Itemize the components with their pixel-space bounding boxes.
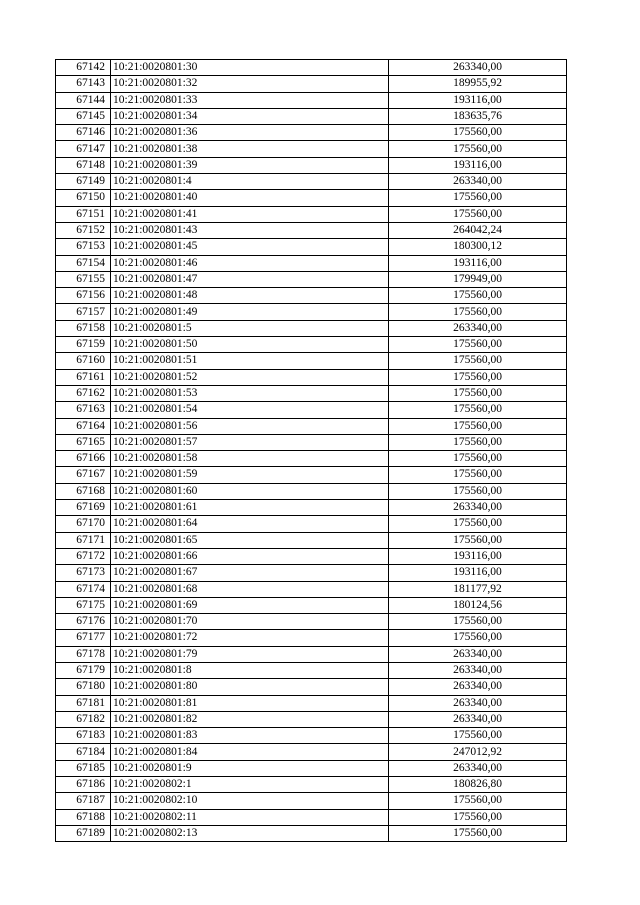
cadastral-value-cell: 247012,92 <box>389 744 567 760</box>
cadastral-number-cell: 10:21:0020801:51 <box>111 353 389 369</box>
cadastral-number-cell: 10:21:0020801:54 <box>111 402 389 418</box>
table-row <box>56 190 567 206</box>
table-row <box>56 385 567 401</box>
row-number-cell: 67163 <box>56 402 111 418</box>
cadastral-number-cell: 10:21:0020801:67 <box>111 565 389 581</box>
cadastral-value-cell: 175560,00 <box>389 369 567 385</box>
cadastral-value-cell: 175560,00 <box>389 516 567 532</box>
table-row <box>56 679 567 695</box>
row-number-cell: 67162 <box>56 385 111 401</box>
table-row <box>56 418 567 434</box>
row-number-cell: 67169 <box>56 500 111 516</box>
cadastral-number-cell: 10:21:0020802:1 <box>111 777 389 793</box>
row-number-cell: 67181 <box>56 695 111 711</box>
cadastral-number-cell: 10:21:0020802:11 <box>111 809 389 825</box>
row-number-cell: 67150 <box>56 190 111 206</box>
cadastral-value-cell: 175560,00 <box>389 614 567 630</box>
row-number-cell: 67155 <box>56 271 111 287</box>
cadastral-number-cell: 10:21:0020801:69 <box>111 597 389 613</box>
cadastral-value-cell: 263340,00 <box>389 662 567 678</box>
cadastral-value-cell: 181177,92 <box>389 581 567 597</box>
cadastral-number-cell: 10:21:0020801:53 <box>111 385 389 401</box>
cadastral-number-cell: 10:21:0020801:9 <box>111 760 389 776</box>
cadastral-number-cell: 10:21:0020801:5 <box>111 320 389 336</box>
cadastral-number-cell: 10:21:0020801:41 <box>111 206 389 222</box>
row-number-cell: 67142 <box>56 60 111 76</box>
cadastral-number-cell: 10:21:0020801:48 <box>111 288 389 304</box>
cadastral-number-cell: 10:21:0020801:58 <box>111 451 389 467</box>
cadastral-number-cell: 10:21:0020801:52 <box>111 369 389 385</box>
cadastral-value-cell: 175560,00 <box>389 467 567 483</box>
cadastral-value-cell: 180826,80 <box>389 777 567 793</box>
row-number-cell: 67149 <box>56 174 111 190</box>
cadastral-number-cell: 10:21:0020801:65 <box>111 532 389 548</box>
table-row <box>56 646 567 662</box>
row-number-cell: 67144 <box>56 92 111 108</box>
cadastral-value-cell: 175560,00 <box>389 434 567 450</box>
cadastral-number-cell: 10:21:0020801:84 <box>111 744 389 760</box>
cadastral-value-cell: 193116,00 <box>389 92 567 108</box>
row-number-cell: 67146 <box>56 125 111 141</box>
cadastral-value-cell: 175560,00 <box>389 630 567 646</box>
cadastral-number-cell: 10:21:0020801:72 <box>111 630 389 646</box>
table-row <box>56 793 567 809</box>
table-row <box>56 581 567 597</box>
cadastral-value-table <box>55 59 567 842</box>
cadastral-value-cell: 175560,00 <box>389 141 567 157</box>
cadastral-number-cell: 10:21:0020801:61 <box>111 500 389 516</box>
cadastral-number-cell: 10:21:0020801:47 <box>111 271 389 287</box>
table-row <box>56 777 567 793</box>
cadastral-number-cell: 10:21:0020801:57 <box>111 434 389 450</box>
row-number-cell: 67145 <box>56 108 111 124</box>
cadastral-value-cell: 175560,00 <box>389 337 567 353</box>
cadastral-value-cell: 175560,00 <box>389 418 567 434</box>
table-row <box>56 532 567 548</box>
table-row <box>56 516 567 532</box>
table-row <box>56 500 567 516</box>
cadastral-number-cell: 10:21:0020801:40 <box>111 190 389 206</box>
row-number-cell: 67185 <box>56 760 111 776</box>
cadastral-number-cell: 10:21:0020801:70 <box>111 614 389 630</box>
row-number-cell: 67160 <box>56 353 111 369</box>
cadastral-value-cell: 175560,00 <box>389 402 567 418</box>
table-row <box>56 125 567 141</box>
table-row <box>56 369 567 385</box>
cadastral-number-cell: 10:21:0020801:34 <box>111 108 389 124</box>
cadastral-value-cell: 175560,00 <box>389 304 567 320</box>
cadastral-number-cell: 10:21:0020801:64 <box>111 516 389 532</box>
cadastral-value-cell: 175560,00 <box>389 483 567 499</box>
cadastral-value-cell: 263340,00 <box>389 320 567 336</box>
cadastral-number-cell: 10:21:0020801:83 <box>111 728 389 744</box>
row-number-cell: 67161 <box>56 369 111 385</box>
table-row <box>56 483 567 499</box>
row-number-cell: 67156 <box>56 288 111 304</box>
row-number-cell: 67158 <box>56 320 111 336</box>
row-number-cell: 67176 <box>56 614 111 630</box>
table-row <box>56 239 567 255</box>
cadastral-value-cell: 175560,00 <box>389 353 567 369</box>
cadastral-value-cell: 263340,00 <box>389 679 567 695</box>
row-number-cell: 67170 <box>56 516 111 532</box>
table-row <box>56 662 567 678</box>
cadastral-value-cell: 263340,00 <box>389 60 567 76</box>
cadastral-value-cell: 264042,24 <box>389 222 567 238</box>
row-number-cell: 67165 <box>56 434 111 450</box>
table-row <box>56 108 567 124</box>
cadastral-value-cell: 193116,00 <box>389 157 567 173</box>
cadastral-number-cell: 10:21:0020801:82 <box>111 711 389 727</box>
cadastral-value-cell: 183635,76 <box>389 108 567 124</box>
cadastral-number-cell: 10:21:0020802:10 <box>111 793 389 809</box>
cadastral-number-cell: 10:21:0020801:32 <box>111 76 389 92</box>
cadastral-number-cell: 10:21:0020801:33 <box>111 92 389 108</box>
table-row <box>56 157 567 173</box>
row-number-cell: 67164 <box>56 418 111 434</box>
table-row <box>56 825 567 841</box>
cadastral-value-cell: 263340,00 <box>389 711 567 727</box>
row-number-cell: 67153 <box>56 239 111 255</box>
table-row <box>56 451 567 467</box>
table-row <box>56 695 567 711</box>
cadastral-number-cell: 10:21:0020801:39 <box>111 157 389 173</box>
table-row <box>56 141 567 157</box>
table-row <box>56 744 567 760</box>
row-number-cell: 67177 <box>56 630 111 646</box>
row-number-cell: 67187 <box>56 793 111 809</box>
row-number-cell: 67171 <box>56 532 111 548</box>
cadastral-number-cell: 10:21:0020801:45 <box>111 239 389 255</box>
cadastral-number-cell: 10:21:0020801:46 <box>111 255 389 271</box>
table-row <box>56 76 567 92</box>
cadastral-number-cell: 10:21:0020801:8 <box>111 662 389 678</box>
row-number-cell: 67188 <box>56 809 111 825</box>
cadastral-number-cell: 10:21:0020801:30 <box>111 60 389 76</box>
cadastral-value-cell: 263340,00 <box>389 760 567 776</box>
row-number-cell: 67189 <box>56 825 111 841</box>
cadastral-number-cell: 10:21:0020801:66 <box>111 548 389 564</box>
row-number-cell: 67152 <box>56 222 111 238</box>
cadastral-value-cell: 175560,00 <box>389 206 567 222</box>
table-body <box>56 60 567 842</box>
cadastral-number-cell: 10:21:0020801:56 <box>111 418 389 434</box>
row-number-cell: 67159 <box>56 337 111 353</box>
cadastral-value-cell: 175560,00 <box>389 809 567 825</box>
table-row <box>56 597 567 613</box>
row-number-cell: 67143 <box>56 76 111 92</box>
row-number-cell: 67167 <box>56 467 111 483</box>
cadastral-value-cell: 263340,00 <box>389 174 567 190</box>
cadastral-number-cell: 10:21:0020802:13 <box>111 825 389 841</box>
row-number-cell: 67172 <box>56 548 111 564</box>
cadastral-value-cell: 175560,00 <box>389 728 567 744</box>
table-row <box>56 255 567 271</box>
table-row <box>56 288 567 304</box>
cadastral-value-cell: 180124,56 <box>389 597 567 613</box>
row-number-cell: 67173 <box>56 565 111 581</box>
cadastral-number-cell: 10:21:0020801:68 <box>111 581 389 597</box>
row-number-cell: 67178 <box>56 646 111 662</box>
row-number-cell: 67179 <box>56 662 111 678</box>
cadastral-number-cell: 10:21:0020801:60 <box>111 483 389 499</box>
cadastral-value-cell: 175560,00 <box>389 190 567 206</box>
row-number-cell: 67182 <box>56 711 111 727</box>
cadastral-number-cell: 10:21:0020801:81 <box>111 695 389 711</box>
cadastral-value-cell: 179949,00 <box>389 271 567 287</box>
row-number-cell: 67183 <box>56 728 111 744</box>
table-row <box>56 320 567 336</box>
row-number-cell: 67174 <box>56 581 111 597</box>
table-row <box>56 467 567 483</box>
row-number-cell: 67166 <box>56 451 111 467</box>
table-row <box>56 206 567 222</box>
cadastral-value-cell: 175560,00 <box>389 385 567 401</box>
table-row <box>56 434 567 450</box>
row-number-cell: 67151 <box>56 206 111 222</box>
cadastral-number-cell: 10:21:0020801:49 <box>111 304 389 320</box>
cadastral-value-cell: 193116,00 <box>389 548 567 564</box>
cadastral-value-cell: 193116,00 <box>389 565 567 581</box>
table-row <box>56 614 567 630</box>
table-row <box>56 304 567 320</box>
row-number-cell: 67168 <box>56 483 111 499</box>
table-row <box>56 271 567 287</box>
cadastral-number-cell: 10:21:0020801:80 <box>111 679 389 695</box>
row-number-cell: 67154 <box>56 255 111 271</box>
cadastral-value-cell: 263340,00 <box>389 500 567 516</box>
table-row <box>56 809 567 825</box>
cadastral-value-cell: 175560,00 <box>389 825 567 841</box>
row-number-cell: 67180 <box>56 679 111 695</box>
table-row <box>56 337 567 353</box>
table-row <box>56 711 567 727</box>
table-row <box>56 402 567 418</box>
table-row <box>56 760 567 776</box>
table-row <box>56 728 567 744</box>
cadastral-value-cell: 263340,00 <box>389 646 567 662</box>
row-number-cell: 67186 <box>56 777 111 793</box>
row-number-cell: 67148 <box>56 157 111 173</box>
cadastral-value-cell: 263340,00 <box>389 695 567 711</box>
cadastral-value-cell: 175560,00 <box>389 793 567 809</box>
table-row <box>56 630 567 646</box>
table-row <box>56 92 567 108</box>
cadastral-number-cell: 10:21:0020801:59 <box>111 467 389 483</box>
cadastral-value-cell: 175560,00 <box>389 288 567 304</box>
cadastral-number-cell: 10:21:0020801:43 <box>111 222 389 238</box>
cadastral-value-cell: 189955,92 <box>389 76 567 92</box>
table-row <box>56 565 567 581</box>
table-row <box>56 174 567 190</box>
cadastral-number-cell: 10:21:0020801:79 <box>111 646 389 662</box>
cadastral-number-cell: 10:21:0020801:36 <box>111 125 389 141</box>
row-number-cell: 67175 <box>56 597 111 613</box>
cadastral-number-cell: 10:21:0020801:50 <box>111 337 389 353</box>
cadastral-value-cell: 175560,00 <box>389 125 567 141</box>
cadastral-value-cell: 175560,00 <box>389 532 567 548</box>
cadastral-number-cell: 10:21:0020801:38 <box>111 141 389 157</box>
row-number-cell: 67157 <box>56 304 111 320</box>
cadastral-value-cell: 180300,12 <box>389 239 567 255</box>
table-row <box>56 222 567 238</box>
cadastral-value-cell: 193116,00 <box>389 255 567 271</box>
row-number-cell: 67147 <box>56 141 111 157</box>
table-row <box>56 60 567 76</box>
table-row <box>56 548 567 564</box>
table-row <box>56 353 567 369</box>
cadastral-value-cell: 175560,00 <box>389 451 567 467</box>
row-number-cell: 67184 <box>56 744 111 760</box>
cadastral-number-cell: 10:21:0020801:4 <box>111 174 389 190</box>
